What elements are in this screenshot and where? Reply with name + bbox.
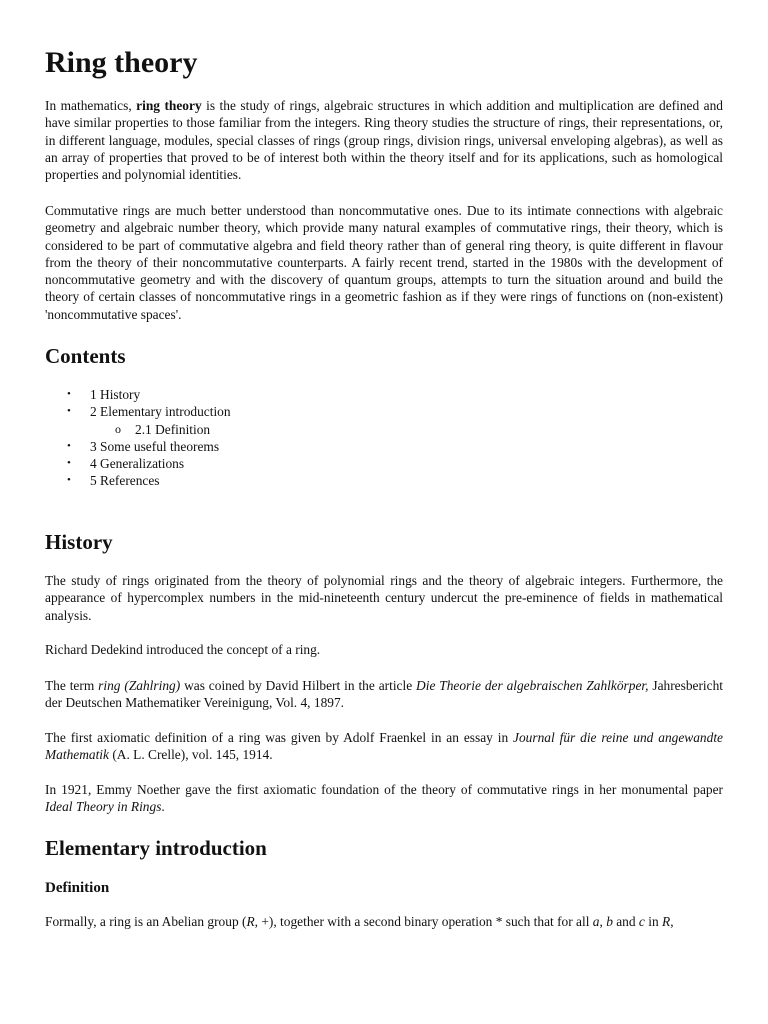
ring-theory-term: ring theory bbox=[136, 98, 202, 113]
bullet-icon: • bbox=[67, 474, 71, 487]
toc-item-history[interactable]: • 1 History bbox=[67, 387, 141, 402]
circle-bullet-icon: o bbox=[115, 421, 121, 436]
history-paragraph-3: The term ring (Zahlring) was coined by David Hilbert in the article Die Theorie der algebraischen Zahlkörper, Jahresbericht der Deutschen Mathematiker Vereinigung, Vol. 4, 1897. bbox=[45, 678, 724, 711]
toc-item-some-useful-theorems[interactable]: • 3 Some useful theorems bbox=[67, 438, 220, 454]
bullet-icon: • bbox=[67, 439, 71, 452]
bullet-icon: • bbox=[67, 405, 71, 418]
elementary-introduction-heading: Elementary introduction bbox=[45, 836, 267, 860]
intro-paragraph-2: Commutative rings are much better understood than noncommutative ones. Due to its intimate connections with algebraic geometry and algebraic number theory, which provide many natural examples of commutative rings, their theory, which is considered to be part of commutative algebra and field theory rather than of general ring theory, is quite different in flavour from the theory of their noncommutative counterparts. A fairly recent trend, started in the 1980s with the development of noncommutative geometry and with the discovery of quantum groups, attempts to turn the situation around and build the theory of certain classes of noncommutative rings in a geometric fashion as if they were rings of functions on (non-existent) 'noncommutative spaces'. bbox=[45, 203, 723, 322]
toc-item-references[interactable]: • 5 References bbox=[67, 473, 160, 489]
bullet-icon: • bbox=[67, 457, 71, 470]
page-title: Ring theory bbox=[45, 46, 198, 79]
toc-item-elementary-introduction[interactable]: • 2 Elementary introduction bbox=[67, 404, 231, 420]
intro-paragraph-1: In mathematics, ring theory is the study of rings, algebraic structures in which addition and multiplication are defined and have similar properties to those familiar from the integers. Ring theory studies the structure of rings, their representations, or, in different language, modules, special classes of rings (group rings, division rings, universal enveloping algebras), as well as an array of properties that proved to be of interest both within the theory itself and for its applications, such as homological properties and polynomial identities. bbox=[45, 98, 723, 183]
definition-paragraph: Formally, a ring is an Abelian group (R, +), together with a second binary operation * such that for all a, b and c in R, bbox=[45, 914, 674, 929]
history-paragraph-2: Richard Dedekind introduced the concept of a ring. bbox=[45, 642, 321, 657]
table-of-contents bbox=[45, 386, 723, 490]
bullet-icon: • bbox=[67, 388, 71, 400]
history-heading: History bbox=[45, 530, 113, 554]
toc-item-generalizations[interactable]: • 4 Generalizations bbox=[67, 456, 185, 472]
contents-heading: Contents bbox=[45, 344, 126, 368]
toc-item-definition[interactable]: o 2.1 Definition bbox=[115, 421, 211, 437]
history-paragraph-1: The study of rings originated from the theory of polynomial rings and the theory of algebraic integers. Furthermore, the appearance of hypercomplex numbers in the mid-nineteenth century undercut the pre-eminence of fields in mathematical analysis. bbox=[45, 573, 723, 623]
history-paragraph-5: In 1921, Emmy Noether gave the first axiomatic foundation of the theory of commutative rings in her monumental paper Ideal Theory in Rings. bbox=[45, 782, 723, 815]
history-paragraph-4: The first axiomatic definition of a ring was given by Adolf Fraenkel in an essay in Journal für die reine und angewandte Mathematik (A. L. Crelle), vol. 145, 1914. bbox=[45, 730, 723, 763]
definition-subheading: Definition bbox=[45, 880, 110, 896]
